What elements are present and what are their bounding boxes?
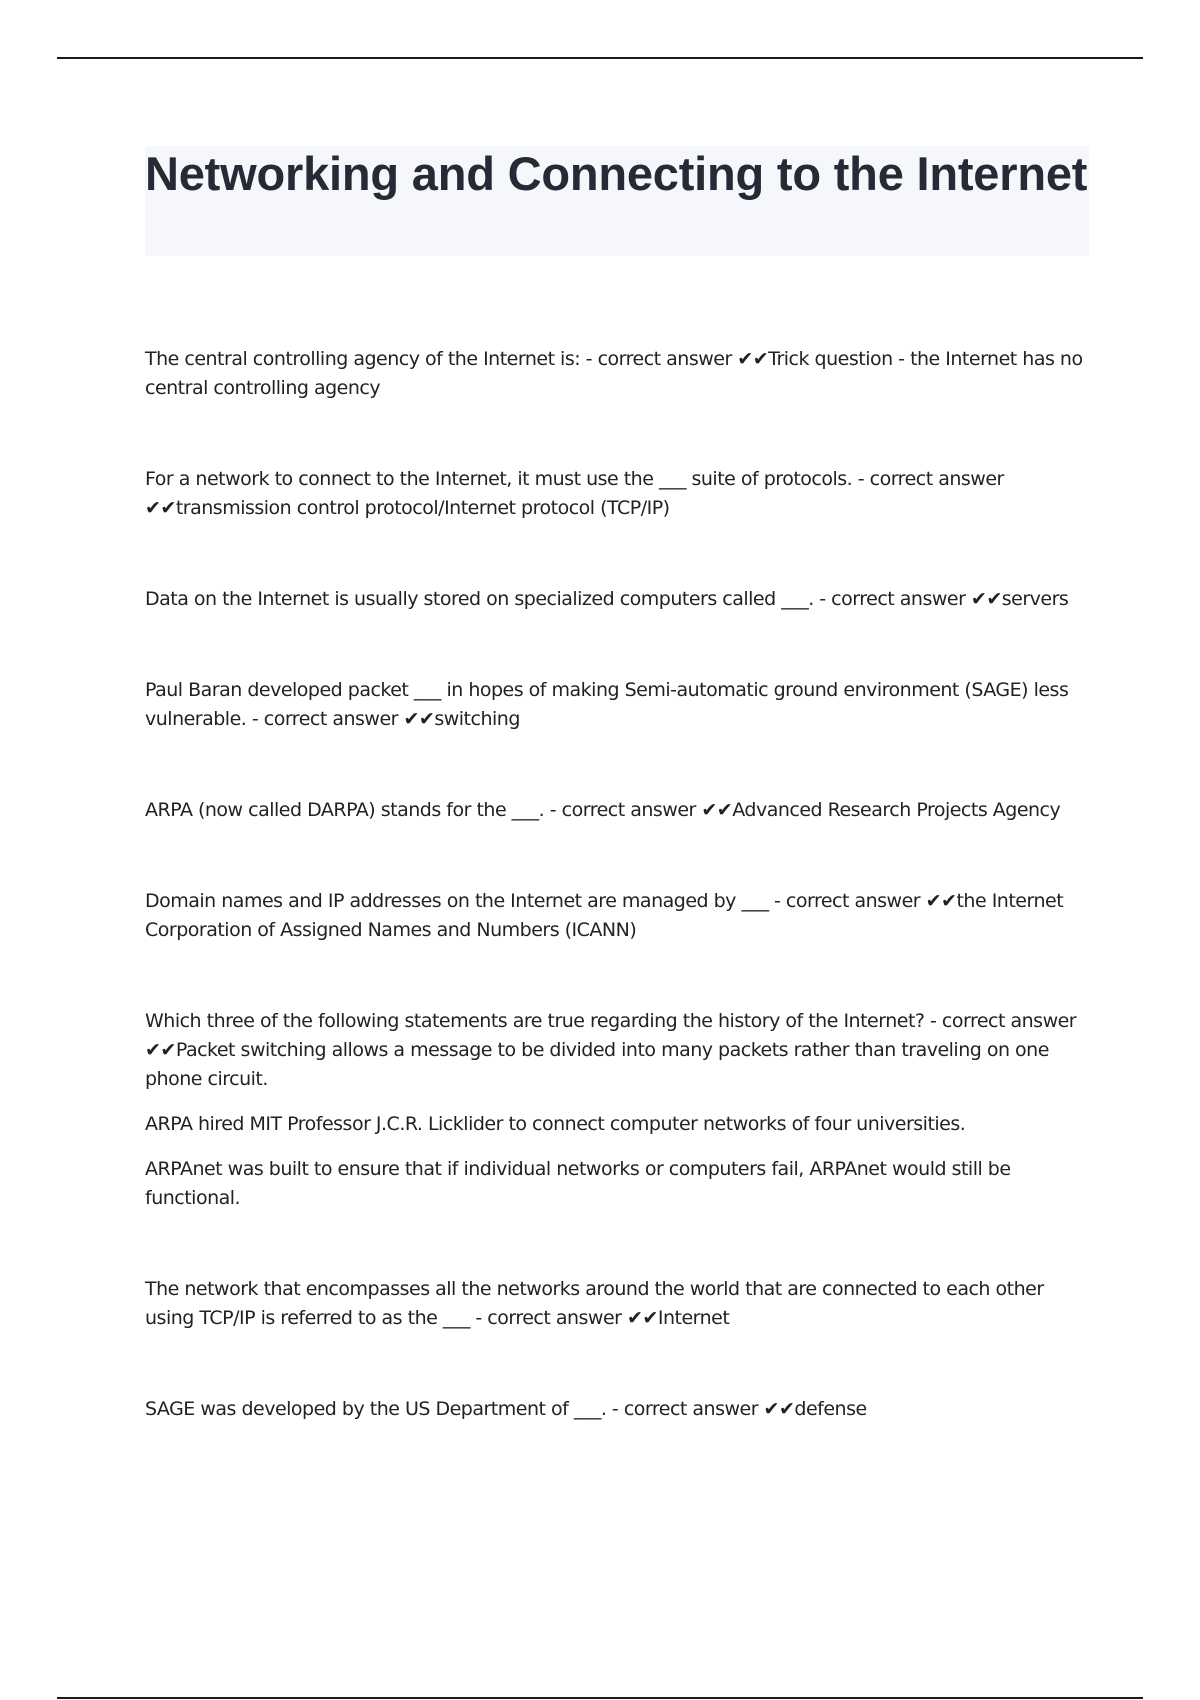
question-text: The network that encompasses all the networks around the world that are connected to each other using TCP/IP is referred to as the ___ xyxy=(145,1278,1044,1329)
page-title: Networking and Connecting to the Internet xyxy=(145,147,1088,200)
qa-item xyxy=(145,345,1095,403)
qa-item xyxy=(145,585,1095,614)
answer-separator: - correct answer ✔✔ xyxy=(145,468,1004,519)
qa-item xyxy=(145,796,1095,825)
question-text: Paul Baran developed packet ___ in hopes of making Semi-automatic ground environment (SAGE) less vulnerable. xyxy=(145,679,1069,730)
qa-item xyxy=(145,1275,1095,1333)
qa-item xyxy=(145,887,1095,945)
question-text: SAGE was developed by the US Department of ___. xyxy=(145,1398,607,1420)
answer-separator: - correct answer ✔✔ xyxy=(469,1307,658,1329)
answer-text: transmission control protocol/Internet protocol (TCP/IP) xyxy=(175,497,670,519)
answer-separator: - correct answer ✔✔ xyxy=(768,890,957,912)
answer-text: the Internet Corporation of Assigned Names and Numbers (ICANN) xyxy=(145,890,1064,941)
answer-separator: - correct answer ✔✔ xyxy=(246,708,435,730)
qa-line xyxy=(145,465,1095,523)
qa-line xyxy=(145,345,1095,403)
qa-item xyxy=(145,1395,1095,1424)
qa-line xyxy=(145,676,1095,734)
qa-line xyxy=(145,1007,1095,1094)
question-text: Domain names and IP addresses on the Internet are managed by ___ xyxy=(145,890,769,912)
question-text: The central controlling agency of the Internet is: xyxy=(145,348,581,370)
answer-text: defense xyxy=(794,1398,867,1420)
qa-line xyxy=(145,1275,1095,1333)
question-text: Data on the Internet is usually stored on specialized computers called ___. xyxy=(145,588,814,610)
top-rule xyxy=(57,57,1143,59)
qa-line xyxy=(145,887,1095,945)
answer-text: switching xyxy=(434,708,520,730)
answer-text: Internet xyxy=(657,1307,730,1329)
question-text: ARPA (now called DARPA) stands for the ___. xyxy=(145,799,545,821)
answer-separator: - correct answer ✔✔ xyxy=(580,348,769,370)
answer-separator: - correct answer ✔✔ xyxy=(813,588,1002,610)
answer-text: Trick question - the Internet has no central controlling agency xyxy=(145,348,1083,399)
answer-separator: - correct answer ✔✔ xyxy=(544,799,733,821)
qa-line xyxy=(145,1395,1095,1424)
qa-line xyxy=(145,585,1095,614)
qa-item xyxy=(145,1007,1095,1213)
qa-line xyxy=(145,796,1095,825)
qa-list xyxy=(145,345,1095,1486)
answer-separator: - correct answer ✔✔ xyxy=(145,1010,1077,1061)
question-text: For a network to connect to the Internet, it must use the ___ suite of protocols. xyxy=(145,468,853,490)
answer-text: Advanced Research Projects Agency xyxy=(732,799,1061,821)
answer-continuation: ARPA hired MIT Professor J.C.R. Licklider to connect computer networks of four universities. xyxy=(145,1113,966,1135)
title-block xyxy=(145,146,1089,256)
question-text: Which three of the following statements are true regarding the history of the Internet? xyxy=(145,1010,925,1032)
qa-item xyxy=(145,465,1095,523)
answer-separator: - correct answer ✔✔ xyxy=(606,1398,795,1420)
answer-continuation: ARPAnet was built to ensure that if individual networks or computers fail, ARPAnet would still be functional. xyxy=(145,1158,1011,1209)
answer-text: Packet switching allows a message to be divided into many packets rather than traveling on one phone circuit. xyxy=(145,1039,1049,1090)
bottom-rule xyxy=(57,1697,1143,1699)
qa-item xyxy=(145,676,1095,734)
answer-text: servers xyxy=(1001,588,1069,610)
